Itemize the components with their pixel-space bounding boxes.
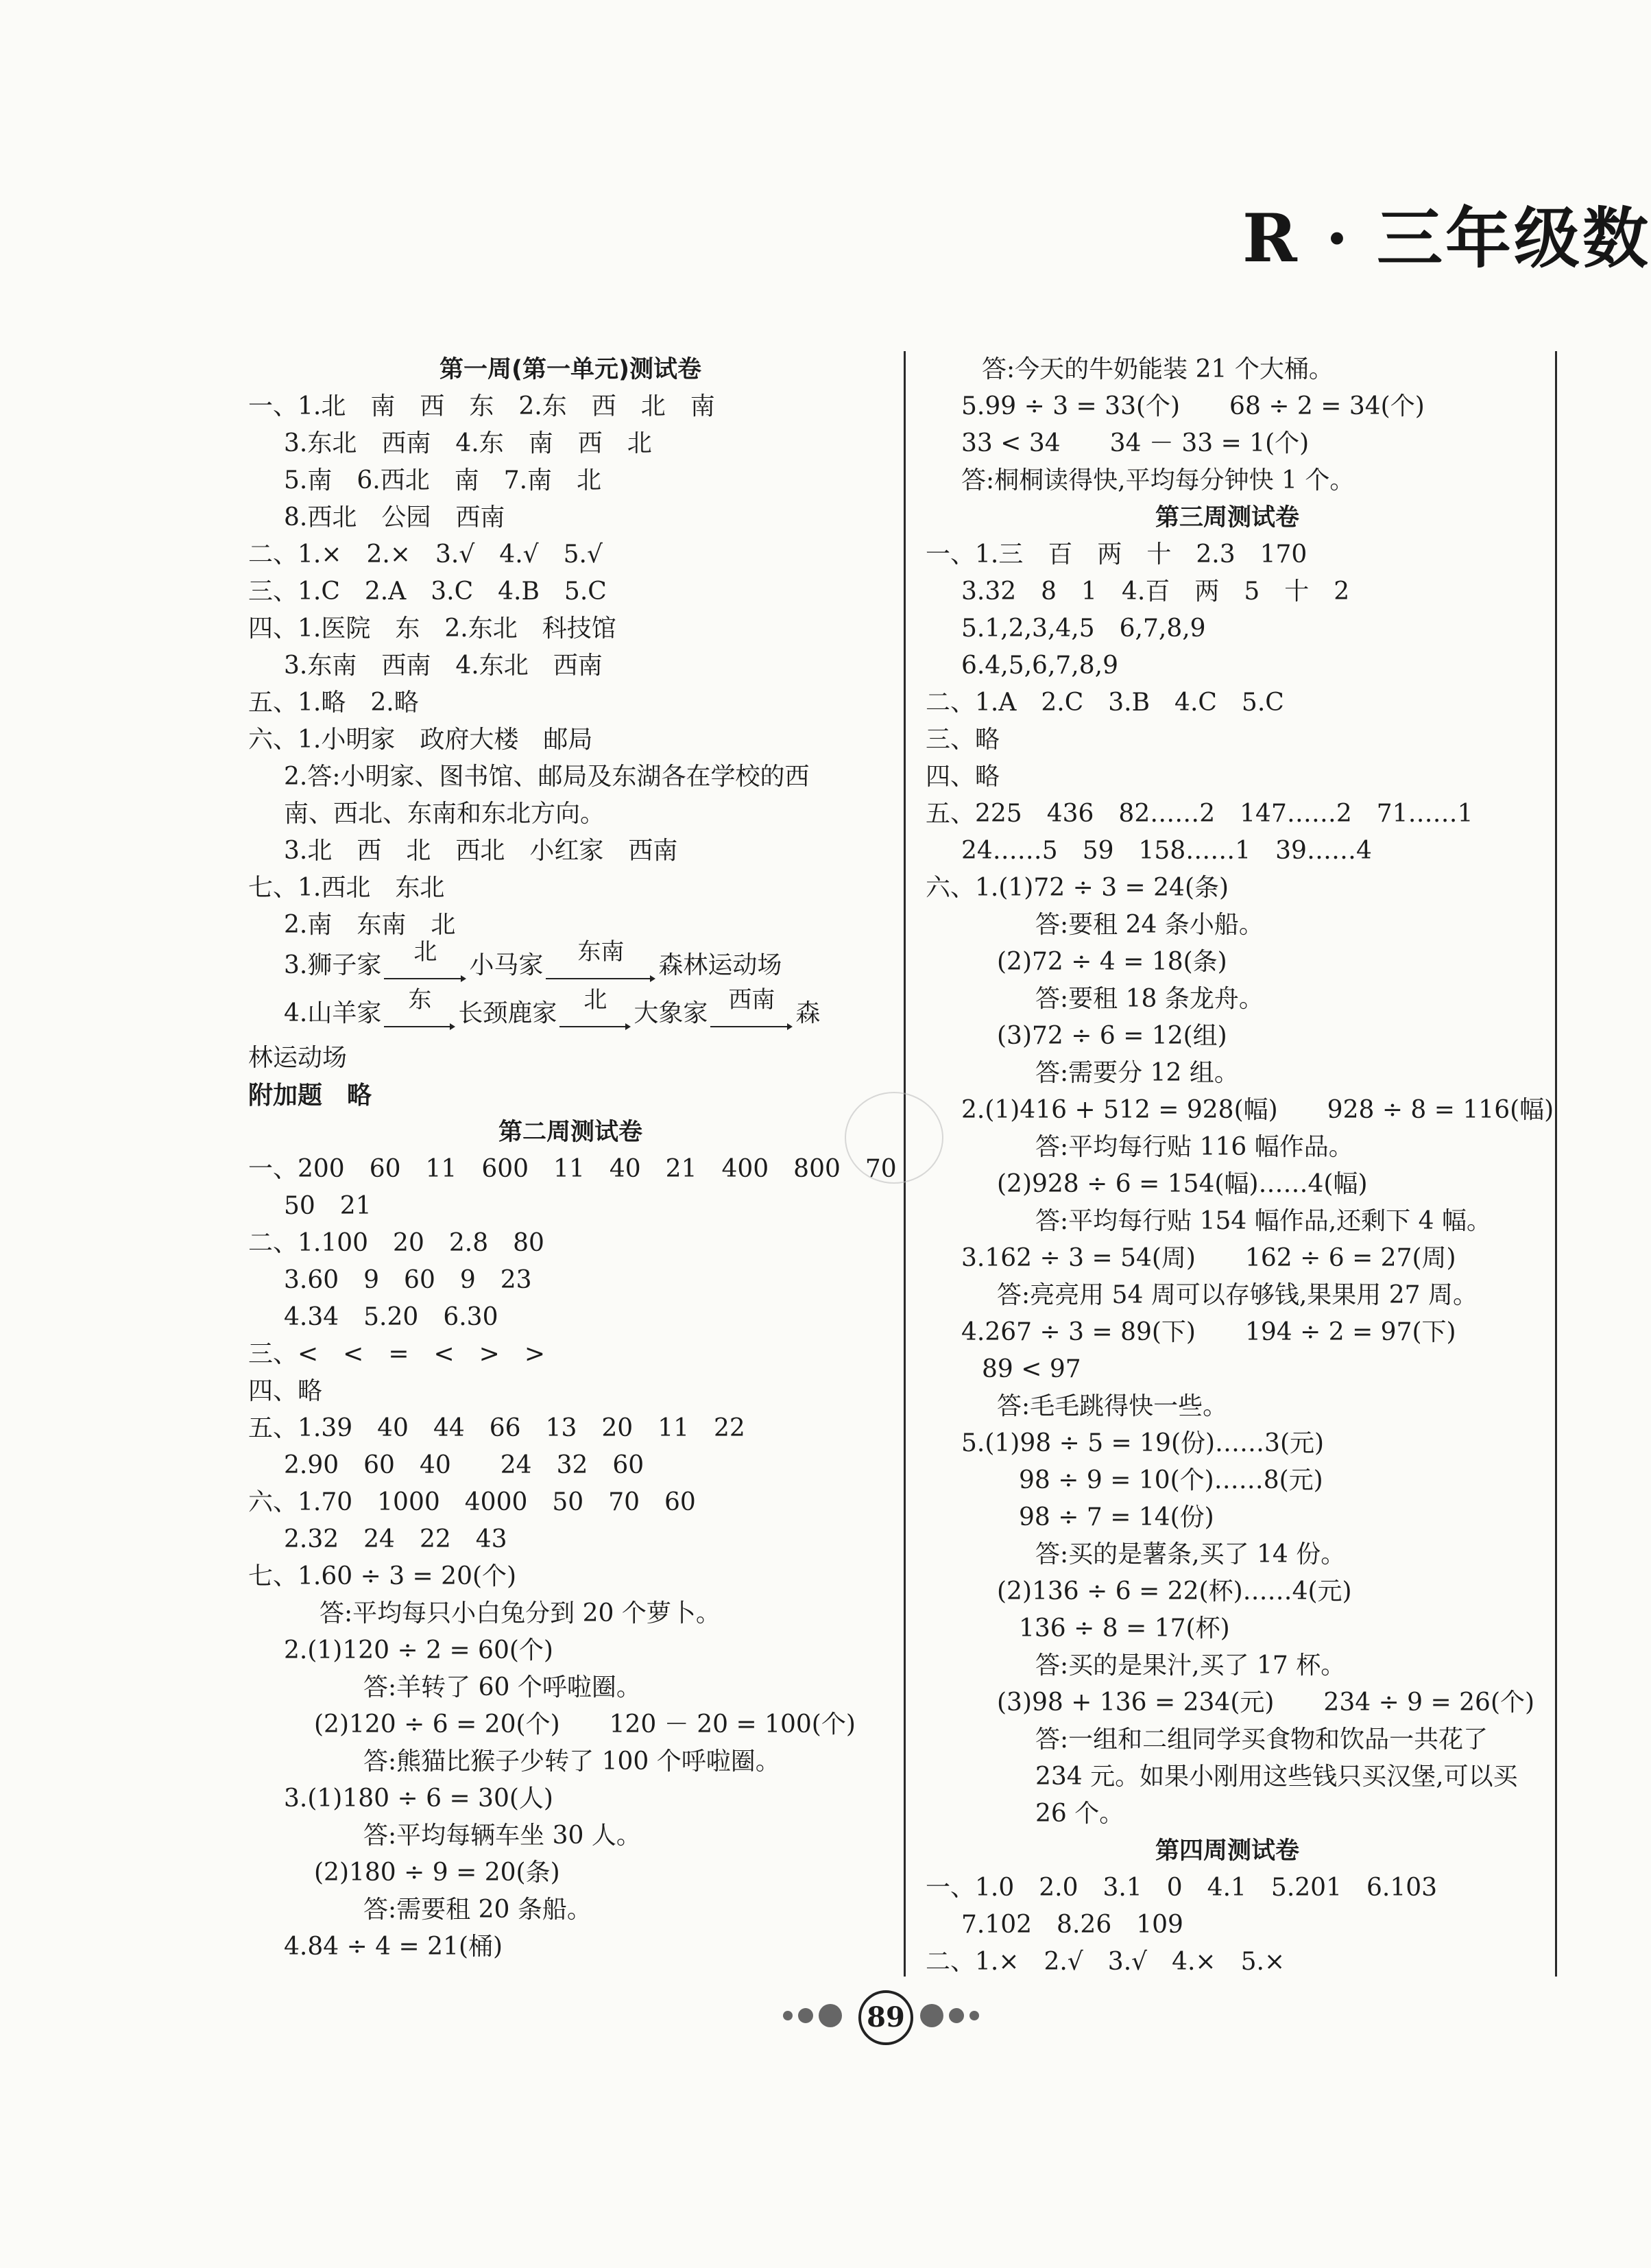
answer-line: 一、1.0 2.0 3.1 0 4.1 5.201 6.103	[926, 1874, 1438, 1902]
answer-line: 一、1.北 南 西 东 2.东 西 北 南	[248, 392, 715, 420]
page-header-title: R · 三年级数	[1242, 200, 1651, 277]
answer-line: 33 < 34 34 － 33 = 1(个)	[961, 429, 1310, 457]
route-start: 4.山羊家	[284, 999, 382, 1027]
answer-line: 五、1.39 40 44 66 13 20 11 22	[248, 1414, 745, 1442]
answer-line: 林运动场	[248, 1044, 348, 1072]
right-column	[926, 351, 1554, 1981]
answer-line: 答:羊转了 60 个呼啦圈。	[363, 1673, 641, 1702]
answer-line: 答:要租 24 条小船。	[1035, 911, 1264, 939]
arrow-label: 东	[408, 986, 432, 1014]
answer-line: 98 ÷ 9 = 10(个)……8(元)	[1019, 1466, 1323, 1494]
answer-line: 答:需要租 20 条船。	[363, 1896, 592, 1924]
answer-line: 2.90 60 40 24 32 60	[284, 1451, 644, 1479]
answer-line: 3.32 8 1 4.百 两 5 十 2	[961, 577, 1350, 606]
arrow-label: 西南	[728, 986, 775, 1014]
answer-line: (2)120 ÷ 6 = 20(个) 120 － 20 = 100(个)	[314, 1710, 856, 1739]
answer-line: 136 ÷ 8 = 17(杯)	[1019, 1614, 1230, 1643]
answer-line: 四、略	[926, 763, 1000, 791]
answer-line: (2)928 ÷ 6 = 154(幅)……4(幅)	[997, 1170, 1368, 1198]
page-dots-left	[780, 2004, 845, 2027]
answer-line: 8.西北 公园 西南	[284, 503, 505, 532]
answer-line: 5.(1)98 ÷ 5 = 19(份)……3(元)	[961, 1429, 1325, 1457]
answer-line: 3.东北 西南 4.东 南 西 北	[284, 429, 652, 457]
route-end: 森	[795, 999, 821, 1027]
answer-line: 答:需要分 12 组。	[1035, 1059, 1239, 1087]
answer-line: 六、1.(1)72 ÷ 3 = 24(条)	[926, 874, 1229, 902]
answer-line: 答:平均每行贴 116 幅作品。	[1035, 1133, 1353, 1161]
answer-line: 5.99 ÷ 3 = 33(个) 68 ÷ 2 = 34(个)	[961, 392, 1425, 420]
answer-line: 五、1.略 2.略	[248, 689, 419, 717]
bonus-line: 附加题 略	[248, 1081, 372, 1110]
arrow-right-icon	[384, 974, 466, 983]
answer-line: 2.(1)416 + 512 = 928(幅) 928 ÷ 8 = 116(幅)	[961, 1096, 1554, 1124]
answer-line: 四、略	[248, 1377, 323, 1405]
answer-line: 2.答:小明家、图书馆、邮局及东湖各在学校的西	[284, 763, 810, 791]
week2-heading: 第二周测试卷	[498, 1119, 642, 1146]
answer-line: 3.东南 西南 4.东北 西南	[284, 652, 603, 680]
dot	[949, 2008, 964, 2023]
dot	[798, 2008, 813, 2023]
answer-line: (3)98 + 136 = 234(元) 234 ÷ 9 = 26(个)	[997, 1688, 1535, 1717]
week3-heading: 第三周测试卷	[1155, 504, 1299, 532]
arrow-label: 北	[413, 938, 437, 966]
answer-line: (2)136 ÷ 6 = 22(杯)……4(元)	[997, 1577, 1352, 1605]
answer-line: 5.南 6.西北 南 7.南 北	[284, 466, 602, 494]
answer-line: 四、1.医院 东 2.东北 科技馆	[248, 614, 616, 643]
route-arrow	[710, 986, 793, 1040]
arrow-right-icon	[546, 974, 655, 983]
answer-line: 答:买的是果汁,买了 17 杯。	[1035, 1651, 1346, 1680]
route-arrow	[384, 986, 455, 1040]
answer-line: 二、1.100 20 2.8 80	[248, 1229, 544, 1257]
answer-line: 五、225 436 82……2 147……2 71……1	[926, 800, 1473, 828]
answer-line: 答:买的是薯条,买了 14 份。	[1035, 1540, 1346, 1568]
answer-line: 24……5 59 158……1 39……4	[961, 837, 1372, 865]
dot	[819, 2004, 842, 2027]
answer-line: 2.32 24 22 43	[284, 1525, 507, 1553]
arrow-label: 东南	[577, 938, 625, 966]
answer-line: 二、1.× 2.× 3.√ 4.√ 5.√	[248, 540, 603, 569]
answer-line: 3.162 ÷ 3 = 54(周) 162 ÷ 6 = 27(周)	[961, 1244, 1456, 1272]
answer-line: 2.南 东南 北	[284, 911, 456, 939]
dot	[783, 2011, 793, 2020]
answer-line: 4.34 5.20 6.30	[284, 1303, 498, 1331]
right-border	[1555, 351, 1557, 1977]
arrow-right-icon	[384, 1022, 455, 1031]
answer-line: (3)72 ÷ 6 = 12(组)	[997, 1022, 1227, 1050]
answer-line: 答:毛毛跳得快一些。	[997, 1392, 1228, 1420]
route-end: 森林运动场	[658, 951, 782, 979]
answer-line: 26 个。	[1035, 1800, 1124, 1828]
left-column	[248, 351, 897, 1966]
route-stop: 小马家	[469, 951, 544, 979]
answer-line: 4.84 ÷ 4 = 21(桶)	[284, 1933, 503, 1961]
page-number: 89	[858, 1990, 913, 2045]
answer-line: 3.60 9 60 9 23	[284, 1266, 532, 1294]
route-q3	[248, 938, 893, 992]
answer-line: 七、1.60 ÷ 3 = 20(个)	[248, 1562, 517, 1590]
week4-heading: 第四周测试卷	[1155, 1837, 1299, 1865]
watermark-stamp	[845, 1092, 943, 1184]
arrow-label: 北	[583, 986, 607, 1014]
answer-line: 答:亮亮用 54 周可以存够钱,果果用 27 周。	[997, 1281, 1478, 1309]
answer-line: 南、西北、东南和东北方向。	[284, 800, 605, 828]
answer-line: 六、1.小明家 政府大楼 邮局	[248, 726, 593, 754]
answer-line: 3.(1)180 ÷ 6 = 30(人)	[284, 1784, 553, 1813]
answer-line: 98 ÷ 7 = 14(份)	[1019, 1503, 1214, 1531]
dot	[969, 2011, 979, 2020]
route-stop: 大象家	[634, 999, 708, 1027]
answer-line: 七、1.西北 东北	[248, 874, 445, 902]
answer-line: 答:要租 18 条龙舟。	[1035, 985, 1264, 1013]
answer-line: 4.267 ÷ 3 = 89(下) 194 ÷ 2 = 97(下)	[961, 1318, 1456, 1346]
answer-line: 三、略	[926, 726, 1000, 754]
answer-line: 二、1.A 2.C 3.B 4.C 5.C	[926, 689, 1284, 717]
answer-line: 三、< < = < > >	[248, 1340, 545, 1368]
page-dots-right	[917, 2004, 982, 2027]
answer-line: 答:熊猫比猴子少转了 100 个呼啦圈。	[363, 1747, 780, 1776]
answer-line: 2.(1)120 ÷ 2 = 60(个)	[284, 1636, 553, 1664]
answer-line: 答:平均每辆车坐 30 人。	[363, 1822, 641, 1850]
answer-line: 三、1.C 2.A 3.C 4.B 5.C	[248, 577, 607, 606]
dot	[920, 2004, 943, 2027]
answer-line: 5.1,2,3,4,5 6,7,8,9	[961, 614, 1206, 643]
route-arrow	[559, 986, 631, 1040]
answer-line: 3.北 西 北 西北 小红家 西南	[284, 837, 678, 865]
answer-line: 答:一组和二组同学买食物和饮品一共花了	[1035, 1726, 1489, 1754]
arrow-right-icon	[710, 1022, 793, 1031]
answer-line: 答:今天的牛奶能装 21 个大桶。	[982, 355, 1334, 383]
answer-line: 六、1.70 1000 4000 50 70 60	[248, 1488, 696, 1516]
answer-line: 7.102 8.26 109	[961, 1911, 1183, 1939]
answer-line: 答:平均每只小白兔分到 20 个萝卜。	[320, 1599, 721, 1627]
answer-line: 一、1.三 百 两 十 2.3 170	[926, 540, 1307, 569]
answer-line: 答:桐桐读得快,平均每分钟快 1 个。	[961, 466, 1355, 494]
answer-line: (2)180 ÷ 9 = 20(条)	[314, 1859, 560, 1887]
answer-line: (2)72 ÷ 4 = 18(条)	[997, 948, 1227, 976]
answer-line: 50 21	[284, 1192, 372, 1220]
answer-line: 234 元。如果小刚用这些钱只买汉堡,可以买	[1035, 1763, 1518, 1791]
arrow-right-icon	[559, 1022, 631, 1031]
answer-line: 答:平均每行贴 154 幅作品,还剩下 4 幅。	[1035, 1207, 1491, 1235]
answer-line: 6.4,5,6,7,8,9	[961, 652, 1118, 680]
route-stop: 长颈鹿家	[458, 999, 557, 1027]
answer-line: 89 < 97	[982, 1355, 1081, 1383]
route-start: 3.狮子家	[284, 951, 382, 979]
week1-heading: 第一周(第一单元)测试卷	[439, 356, 701, 383]
route-q4	[248, 986, 893, 1040]
answer-line: 二、1.× 2.√ 3.√ 4.× 5.×	[926, 1948, 1286, 1976]
answer-line: 一、200 60 11 600 11 40 21 400 800 70	[248, 1155, 897, 1183]
